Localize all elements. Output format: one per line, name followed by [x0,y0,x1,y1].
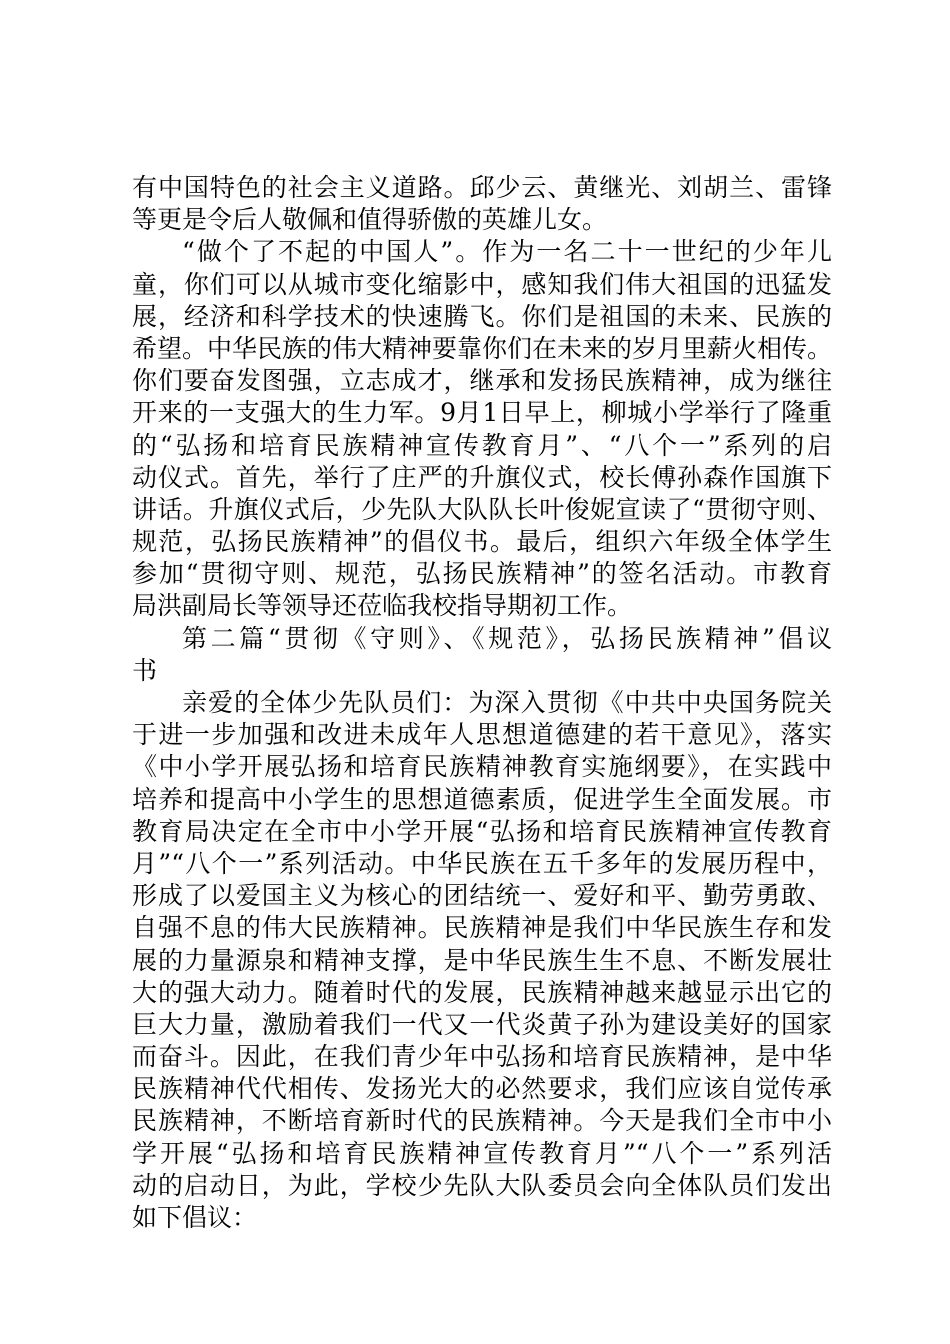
text-line: 开来的一支强大的生力军。9月1日早上，柳城小学举行了隆重 [132,398,832,428]
text-line: 《中小学开展弘扬和培育民族精神教育实施纲要》，在实践中 [132,752,832,782]
text-line: 动的启动日，为此，学校少先队大队委员会向全体队员们发出 [132,1170,832,1200]
text-line: 希望。中华民族的伟大精神要靠你们在未来的岁月里薪火相传。 [132,333,833,363]
body-text [132,172,832,1234]
paragraph-start-line: 亲爱的全体少先队员们：为深入贯彻《中共中央国务院关 [182,688,832,717]
text-line: 童，你们可以从城市变化缩影中，感知我们伟大祖国的迅猛发 [132,269,832,299]
text-line: 民族精神，不断培育新时代的民族精神。今天是我们全市中小 [132,1106,832,1136]
text-line: 自强不息的伟大民族精神。民族精神是我们中华民族生存和发 [132,913,832,943]
text-line: 培养和提高中小学生的思想道德素质，促进学生全面发展。市 [132,784,832,814]
text-line: 教育局决定在全市中小学开展“弘扬和培育民族精神宣传教育 [132,816,832,846]
text-line: 展，经济和科学技术的快速腾飞。你们是祖国的未来、民族的 [132,301,832,331]
text-line: 规范，弘扬民族精神”的倡仪书。最后，组织六年级全体学生 [132,527,832,557]
text-line: 形成了以爱国主义为核心的团结统一、爱好和平、勤劳勇敢、 [132,881,832,911]
text-line: 月”“八个一”系列活动。中华民族在五千多年的发展历程中， [132,848,832,878]
text-line: 巨大力量，激励着我们一代又一代炎黄子孙为建设美好的国家 [132,1009,832,1039]
text-line: 动仪式。首先，举行了庄严的升旗仪式，校长傅孙森作国旗下 [132,462,832,492]
text-line: 如下倡议： [132,1203,258,1232]
text-line: 有中国特色的社会主义道路。邱少云、黄继光、刘胡兰、雷锋 [132,173,832,202]
paragraph-start-line: “做个了不起的中国人”。作为一名二十一世纪的少年儿 [182,237,832,267]
text-line: 讲话。升旗仪式后，少先队大队队长叶俊妮宣读了“贯彻守则、 [132,494,832,524]
text-line: 等更是令后人敬佩和值得骄傲的英雄儿女。 [132,205,608,235]
text-line: 的“弘扬和培育民族精神宣传教育月”、“八个一”系列的启 [132,430,832,460]
text-line: 展的力量源泉和精神支撑，是中华民族生生不息、不断发展壮 [132,945,832,975]
text-line: 于进一步加强和改进未成年人思想道德建的若干意见》，落实 [132,720,832,750]
text-line: 大的强大动力。随着时代的发展，民族精神越来越显示出它的 [132,977,832,1007]
section-heading-line: 第二篇“贯彻《守则》、《规范》，弘扬民族精神”倡议 [182,623,832,653]
section-heading-line: 书 [132,655,158,685]
text-line: 而奋斗。因此，在我们青少年中弘扬和培育民族精神，是中华 [132,1042,832,1072]
text-line: 民族精神代代相传、发扬光大的必然要求，我们应该自觉传承 [132,1074,832,1104]
text-line: 你们要奋发图强，立志成才，继承和发扬民族精神，成为继往 [132,366,832,396]
text-line: 参加“贯彻守则、规范，弘扬民族精神”的签名活动。市教育 [132,559,832,589]
text-line: 局洪副局长等领导还莅临我校指导期初工作。 [132,591,633,621]
text-line: 学开展“弘扬和培育民族精神宣传教育月”“八个一”系列活 [132,1138,832,1168]
